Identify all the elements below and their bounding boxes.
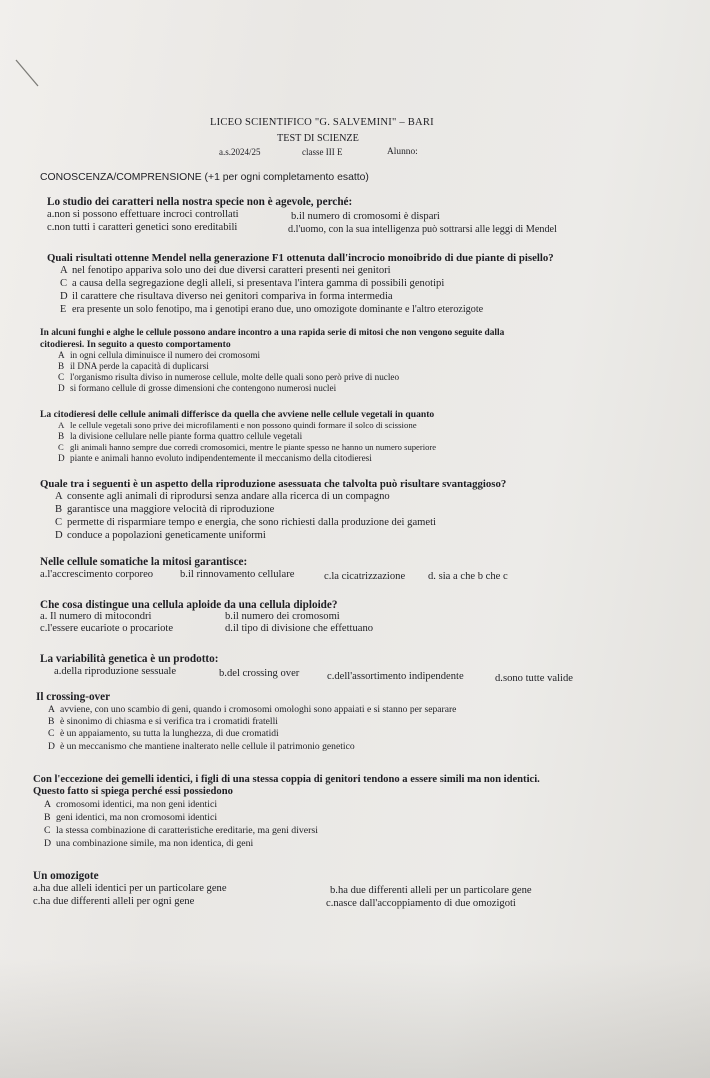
q2-option-a: A nel fenotipo appariva solo uno dei due diversi caratteri presenti nei genitori [60, 265, 391, 276]
q10-option-b: B geni identici, ma non cromosomi identici [44, 812, 218, 823]
q10-option-c: C la stessa combinazione di caratteristiche ereditarie, ma geni diversi [44, 825, 318, 836]
q6-option-b: b.il rinnovamento cellulare [180, 569, 295, 580]
question-4: La citodieresi delle cellule animali differisce da quella che avviene nelle cellule vegetali in quanto [40, 409, 435, 420]
q10-option-d: D una combinazione simile, ma non identica, di geni [44, 838, 254, 849]
question-3-line2: citodieresi. In seguito a questo comportamento [40, 339, 231, 350]
q7-option-b: b.il numero dei cromosomi [225, 611, 340, 622]
question-1: Lo studio dei caratteri nella nostra specie non è agevole, perché: [47, 196, 353, 208]
class-label: classe III E [302, 147, 343, 157]
q1-option-a: a.non si possono effettuare incroci controllati [47, 209, 239, 220]
q9-option-c: C è un appaiamento, su tutta la lunghezza, di due cromatidi [48, 728, 279, 739]
q4-option-d: D piante e animali hanno evoluto indipendentemente il meccanismo della citodieresi [58, 453, 372, 463]
q11-option-d: c.nasce dall'accoppiamento di due omozigoti [326, 898, 516, 909]
q3-option-b: B il DNA perde la capacità di duplicarsi [58, 361, 209, 371]
q7-option-d: d.il tipo di divisione che effettuano [225, 623, 374, 634]
question-10-line1: Con l'eccezione dei gemelli identici, i figli di una stessa coppia di genitori tendono a essere simili ma non identici. [33, 774, 540, 785]
q8-option-b: b.del crossing over [219, 668, 300, 679]
question-5: Quale tra i seguenti è un aspetto della riproduzione asessuata che talvolta può risultare svantaggioso? [40, 478, 507, 490]
question-3-line1: In alcuni funghi e alghe le cellule possono andare incontro a una rapida serie di mitosi che non vengono seguite dalla [40, 328, 505, 338]
q1-option-b: b.il numero di cromosomi è dispari [291, 211, 440, 222]
q7-option-c: c.l'essere eucariote o procariote [40, 623, 174, 634]
q5-option-b: B garantisce una maggiore velocità di riproduzione [55, 504, 275, 515]
q5-option-a: A consente agli animali di riprodursi senza andare alla ricerca di un compagno [55, 491, 390, 502]
q8-option-a: a.della riproduzione sessuale [54, 666, 177, 677]
q4-option-c: C gli animali hanno sempre due corredi cromosomici, mentre le piante spesso ne hanno un numero superiore [58, 442, 437, 452]
q7-option-a: a. Il numero di mitocondri [40, 611, 152, 622]
q5-option-c: C permette di risparmiare tempo e energia, che sono richiesti dalla produzione dei gameti [55, 517, 436, 528]
student-label: Alunno: [387, 147, 418, 157]
q10-option-a: A cromosomi identici, ma non geni identici [44, 799, 218, 810]
q3-option-a: A in ogni cellula diminuisce il numero dei cromosomi [58, 350, 261, 360]
pencil-mark [14, 58, 40, 88]
q6-option-d: d. sia a che b che c [428, 571, 508, 582]
q9-option-b: B è sinonimo di chiasma e si verifica tra i cromatidi fratelli [48, 716, 278, 727]
q9-option-d: D è un meccanismo che mantiene inalterato nelle cellule il patrimonio genetico [48, 741, 355, 752]
q4-option-a: A le cellule vegetali sono prive dei microfilamenti e non possono quindi formare il solco di scissione [58, 420, 417, 430]
q2-option-d: D il carattere che risultava diverso nei genitori compariva in forma intermedia [60, 291, 393, 302]
test-title: TEST DI SCIENZE [277, 133, 359, 144]
question-6: Nelle cellule somatiche la mitosi garantisce: [40, 556, 248, 568]
q1-option-c: c.non tutti i caratteri genetici sono ereditabili [47, 222, 238, 233]
q6-option-a: a.l'accrescimento corporeo [40, 569, 154, 580]
section-title: CONOSCENZA/COMPRENSIONE (+1 per ogni completamento esatto) [40, 172, 369, 183]
question-8: La variabilità genetica è un prodotto: [40, 653, 219, 665]
q2-option-e: E era presente un solo fenotipo, ma i genotipi erano due, uno omozigote dominante e l'altro eterozigote [60, 304, 484, 315]
q1-option-d: d.l'uomo, con la sua intelligenza può sottrarsi alle leggi di Mendel [288, 224, 557, 235]
q11-option-b: b.ha due differenti alleli per un particolare gene [330, 885, 532, 896]
q8-option-c: c.dell'assortimento indipendente [327, 671, 464, 682]
question-10-line2: Questo fatto si spiega perché essi possiedono [33, 786, 233, 797]
q11-option-a: a.ha due alleli identici per un particolare gene [33, 883, 227, 894]
question-7: Che cosa distingue una cellula aploide da una cellula diploide? [40, 599, 338, 611]
q2-option-c: C a causa della segregazione degli alleli, si presentava l'intera gamma di possibili genotipi [60, 278, 445, 289]
question-11: Un omozigote [33, 870, 99, 882]
q9-option-a: A avviene, con uno scambio di geni, quando i cromosomi omologhi sono appaiati e si stanno per separare [48, 704, 457, 715]
q6-option-c: c.la cicatrizzazione [324, 571, 406, 582]
q5-option-d: D conduce a popolazioni geneticamente uniformi [55, 530, 266, 541]
q3-option-d: D si formano cellule di grosse dimensioni che contengono numerosi nuclei [58, 383, 337, 393]
question-2: Quali risultati ottenne Mendel nella generazione F1 ottenuta dall'incrocio monoibrido di due piante di pisello? [47, 252, 554, 264]
q8-option-d: d.sono tutte valide [495, 673, 573, 684]
school-year: a.s.2024/25 [219, 147, 261, 157]
school-name: LICEO SCIENTIFICO "G. SALVEMINI" – BARI [210, 117, 434, 128]
q3-option-c: C l'organismo risulta diviso in numerose cellule, molte delle quali sono però prive di nucleo [58, 372, 400, 382]
question-9: Il crossing-over [36, 691, 111, 703]
q11-option-c: c.ha due differenti alleli per ogni gene [33, 896, 195, 907]
q4-option-b: B la divisione cellulare nelle piante forma quattro cellule vegetali [58, 431, 303, 441]
